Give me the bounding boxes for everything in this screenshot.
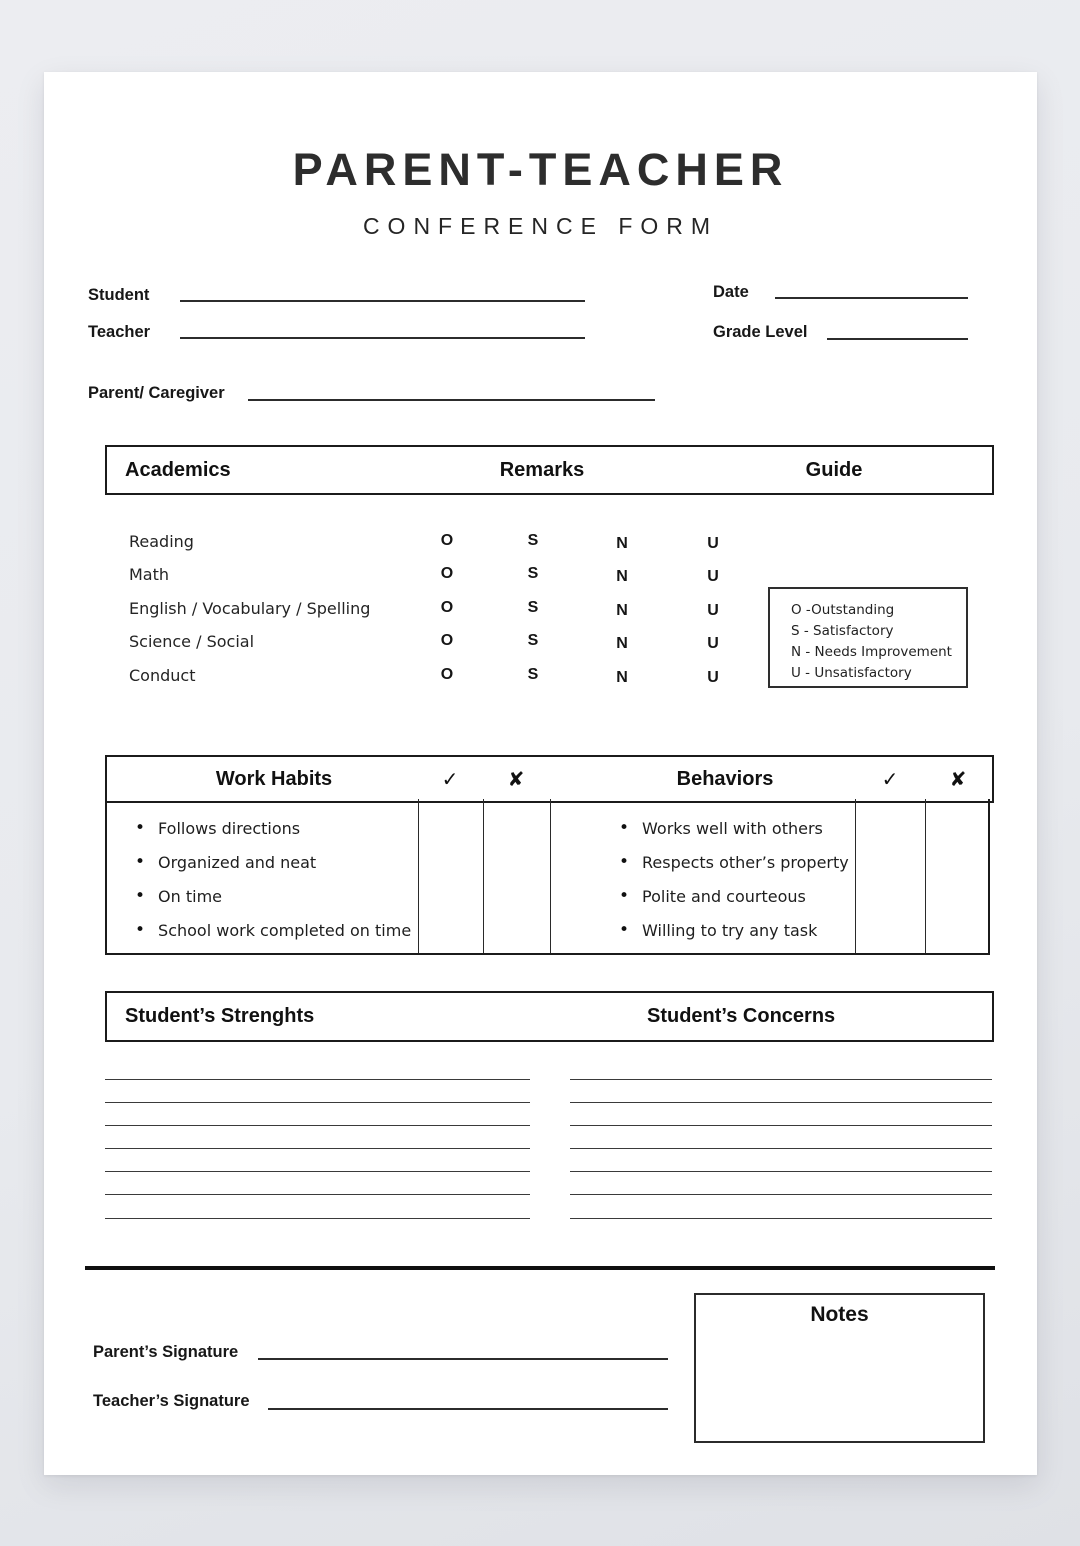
work-habit-label: Follows directions <box>158 818 301 838</box>
bullet-icon: • <box>619 818 630 838</box>
bullet-icon: • <box>135 920 146 940</box>
work-habit-item <box>135 913 411 947</box>
behavior-item <box>619 879 849 913</box>
remark-option-n[interactable]: N <box>616 635 628 652</box>
form-title: PARENT-TEACHER <box>292 144 789 195</box>
work-habit-item <box>135 811 411 845</box>
section-divider <box>85 1266 995 1270</box>
work-habits-header: Work Habits <box>215 767 333 790</box>
date-input-line[interactable] <box>775 297 968 299</box>
guide-legend-item: N - Needs Improvement <box>791 644 952 660</box>
remark-option-u[interactable]: U <box>707 669 719 686</box>
guide-header: Guide <box>805 458 863 481</box>
bullet-icon: • <box>135 818 146 838</box>
bullet-icon: • <box>619 886 630 906</box>
remark-option-s[interactable]: S <box>527 565 539 582</box>
work-habit-label: Organized and neat <box>158 852 317 872</box>
form-page <box>44 72 1037 1475</box>
academics-row <box>44 532 1037 554</box>
behaviors-x-column[interactable] <box>925 799 990 953</box>
work-habit-label: On time <box>158 886 222 906</box>
strengths-writing-line[interactable] <box>105 1125 530 1126</box>
check-icon: ✓ <box>881 767 899 791</box>
subject-label: Science / Social <box>129 632 255 651</box>
behaviors-header: Behaviors <box>676 767 774 790</box>
concerns-writing-line[interactable] <box>570 1171 992 1172</box>
remark-option-s[interactable]: S <box>527 666 539 683</box>
bullet-icon: • <box>619 920 630 940</box>
concerns-writing-line[interactable] <box>570 1148 992 1149</box>
guide-legend-item: O -Outstanding <box>791 602 895 618</box>
bullet-icon: • <box>135 886 146 906</box>
remark-option-n[interactable]: N <box>616 535 628 552</box>
work-habit-label: School work completed on time <box>158 920 412 940</box>
concerns-writing-line[interactable] <box>570 1079 992 1080</box>
parent-signature-line[interactable] <box>258 1358 668 1360</box>
grade-level-label: Grade Level <box>713 323 808 341</box>
behavior-item <box>619 913 849 947</box>
remarks-header: Remarks <box>499 458 585 481</box>
academics-header: Academics <box>125 458 231 481</box>
remark-option-s[interactable]: S <box>527 632 539 649</box>
remark-option-o[interactable]: O <box>440 632 454 649</box>
habits-table-body <box>105 799 990 955</box>
habits-header-box <box>105 755 994 803</box>
subject-label: Conduct <box>129 666 196 685</box>
concerns-header: Student’s Concerns <box>647 1005 836 1027</box>
strengths-writing-line[interactable] <box>105 1079 530 1080</box>
teacher-signature-line[interactable] <box>268 1408 668 1410</box>
parent-caregiver-label: Parent/ Caregiver <box>88 384 225 402</box>
remark-option-u[interactable]: U <box>707 535 719 552</box>
remark-option-n[interactable]: N <box>616 669 628 686</box>
concerns-writing-line[interactable] <box>570 1125 992 1126</box>
behavior-label: Polite and courteous <box>642 886 806 906</box>
parent-caregiver-input-line[interactable] <box>248 399 655 401</box>
strengths-writing-line[interactable] <box>105 1102 530 1103</box>
remark-option-o[interactable]: O <box>440 565 454 582</box>
work-habits-check-column[interactable] <box>418 799 483 953</box>
subject-label: English / Vocabulary / Spelling <box>129 599 371 618</box>
behavior-item <box>619 811 849 845</box>
behaviors-check-column[interactable] <box>855 799 925 953</box>
academics-row <box>44 565 1037 587</box>
notes-title: Notes <box>810 1303 869 1326</box>
student-label: Student <box>88 286 150 304</box>
bullet-icon: • <box>619 852 630 872</box>
guide-legend-item: S - Satisfactory <box>791 623 894 639</box>
strengths-header: Student’s Strenghts <box>125 1005 315 1027</box>
remark-option-u[interactable]: U <box>707 568 719 585</box>
concerns-writing-line[interactable] <box>570 1218 992 1219</box>
remark-option-n[interactable]: N <box>616 568 628 585</box>
teacher-signature-label: Teacher’s Signature <box>93 1392 250 1410</box>
parent-signature-label: Parent’s Signature <box>93 1343 239 1361</box>
bullet-icon: • <box>135 852 146 872</box>
remark-option-u[interactable]: U <box>707 602 719 619</box>
guide-legend-box <box>768 587 968 688</box>
behavior-item <box>619 845 849 879</box>
student-input-line[interactable] <box>180 300 585 302</box>
concerns-writing-line[interactable] <box>570 1102 992 1103</box>
remark-option-o[interactable]: O <box>440 532 454 549</box>
remark-option-o[interactable]: O <box>440 666 454 683</box>
concerns-writing-line[interactable] <box>570 1194 992 1195</box>
date-label: Date <box>713 283 749 301</box>
work-habit-item <box>135 879 411 913</box>
remark-option-s[interactable]: S <box>527 532 539 549</box>
subject-label: Math <box>129 565 170 584</box>
remark-option-u[interactable]: U <box>707 635 719 652</box>
remark-option-s[interactable]: S <box>527 599 539 616</box>
teacher-input-line[interactable] <box>180 337 585 339</box>
guide-legend-item: U - Unsatisfactory <box>791 665 912 681</box>
remark-option-n[interactable]: N <box>616 602 628 619</box>
work-habit-item <box>135 845 411 879</box>
check-icon: ✓ <box>441 767 459 791</box>
academics-header-box <box>105 445 994 495</box>
notes-box[interactable] <box>694 1293 985 1443</box>
strengths-writing-line[interactable] <box>105 1194 530 1195</box>
behavior-label: Works well with others <box>642 818 823 838</box>
strengths-writing-line[interactable] <box>105 1148 530 1149</box>
strengths-writing-line[interactable] <box>105 1171 530 1172</box>
strengths-concerns-header-box <box>105 991 994 1042</box>
behavior-label: Respects other’s property <box>642 852 849 872</box>
column-divider <box>550 799 551 953</box>
x-icon: ✘ <box>507 767 525 791</box>
work-habits-x-column[interactable] <box>483 799 550 953</box>
form-subtitle: CONFERENCE FORM <box>362 213 719 239</box>
subject-label: Reading <box>129 532 194 551</box>
x-icon: ✘ <box>949 767 967 791</box>
grade-level-input-line[interactable] <box>827 338 968 340</box>
strengths-writing-line[interactable] <box>105 1218 530 1219</box>
behavior-label: Willing to try any task <box>642 920 818 940</box>
work-habits-list <box>135 811 411 947</box>
remark-option-o[interactable]: O <box>440 599 454 616</box>
behaviors-list <box>619 811 849 947</box>
teacher-label: Teacher <box>88 323 151 341</box>
